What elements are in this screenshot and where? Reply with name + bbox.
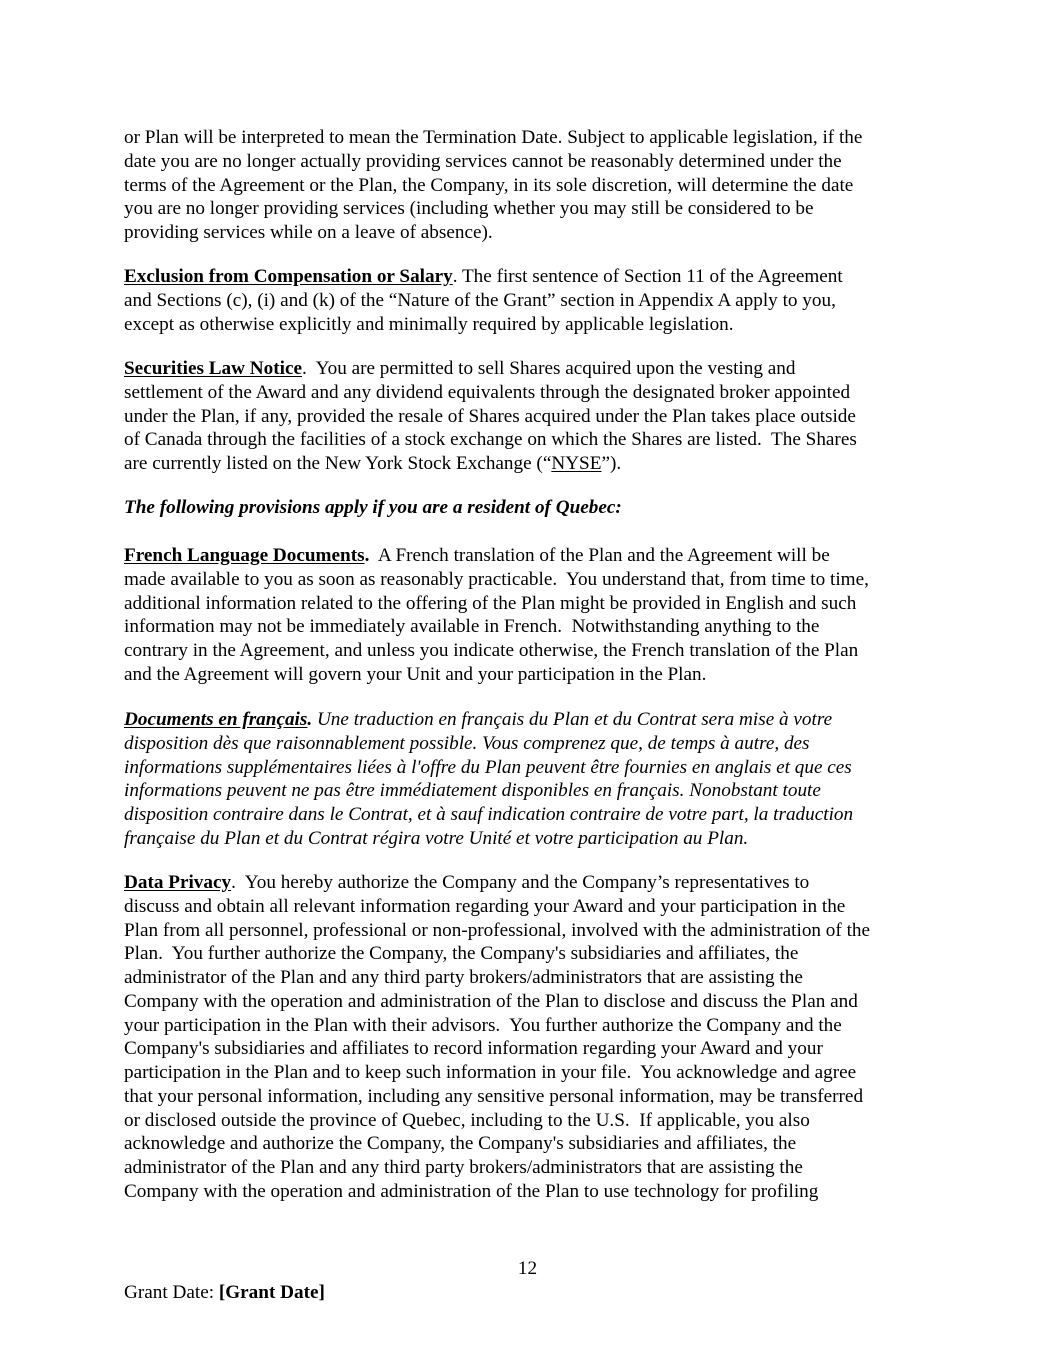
text-line: except as otherwise explicitly and minimally required by applicable legislation. [124, 313, 734, 335]
securities-paragraph [124, 357, 954, 476]
text-line: of Canada through the facilities of a stock exchange on which the Shares are listed. The Shares [124, 429, 857, 451]
text-line: Une traduction en français du Plan et du Contrat sera mise à votre [312, 709, 833, 730]
data-privacy-paragraph [124, 871, 954, 1204]
text-line: terms of the Agreement or the Plan, the Company, in its sole discretion, will determine the date [124, 174, 854, 196]
text-line: contrary in the Agreement, and unless you indicate otherwise, the French translation of the Plan [124, 640, 859, 661]
text-line: and the Agreement will govern your Unit and your participation in the Plan. [124, 663, 707, 685]
french-language-documents-paragraph [124, 544, 954, 687]
text-line: Company with the operation and administration of the Plan to use technology for profiling [124, 1180, 819, 1202]
text-line: date you are no longer actually providing services cannot be reasonably determined under the [124, 150, 842, 172]
text-line: providing services while on a leave of absence). [124, 222, 493, 243]
documents-en-francais-heading: Documents en français [124, 709, 308, 730]
text-line: or disclosed outside the province of Quebec, including to the U.S. If applicable, you also [124, 1109, 810, 1131]
text-line: under the Plan, if any, provided the resale of Shares acquired under the Plan takes place outside [124, 405, 856, 427]
securities-heading: Securities Law Notice [124, 358, 302, 379]
text-line: discuss and obtain all relevant information regarding your Award and your participation in the [124, 895, 846, 917]
data-privacy-heading: Data Privacy [124, 872, 232, 893]
grant-date-value: [Grant Date] [218, 1282, 325, 1303]
text-line: administrator of the Plan and any third party brokers/administrators that are assisting the [124, 1157, 803, 1178]
quebec-intro: The following provisions apply if you are a resident of Quebec: [124, 497, 622, 518]
text-line: informations peuvent ne pas être immédiatement disponibles en français. Nonobstant toute [124, 780, 821, 802]
text-line: Plan. You further authorize the Company, the Company's subsidiaries and affiliates, the [124, 943, 799, 965]
text-line: administrator of the Plan and any third party brokers/administrators that are assisting the [124, 967, 803, 988]
text-line: informations supplémentaires liées à l'offre du Plan peuvent être fournies en anglais et que ces [124, 756, 852, 778]
text-line: disposition dès que raisonnablement possible. Vous comprenez que, de temps à autre, des [124, 732, 810, 754]
page-number: 12 [517, 1258, 538, 1279]
text-line: . You are permitted to sell Shares acquired upon the vesting and [301, 358, 796, 379]
heading-period: . [364, 545, 370, 566]
french-language-documents-heading: French Language Documents [124, 545, 365, 566]
text-line: made available to you as soon as reasonably practicable. You understand that, from time to time, [124, 568, 869, 590]
text-line: . The first sentence of Section 11 of the Agreement [452, 266, 843, 287]
text-line: ”). [601, 453, 622, 474]
text-line: Company's subsidiaries and affiliates to record information regarding your Award and your [124, 1038, 823, 1060]
text-line: your participation in the Plan with their advisors. You further authorize the Company and the [124, 1014, 842, 1036]
grant-date-label: Grant Date: [124, 1282, 219, 1303]
exclusion-heading: Exclusion from Compensation or Salary [124, 266, 453, 287]
text-line: française du Plan et du Contrat régira votre Unité et votre participation au Plan. [124, 827, 749, 849]
text-line: additional information related to the offering of the Plan might be provided in English and such [124, 592, 857, 614]
text-line: and Sections (c), (i) and (k) of the “Nature of the Grant” section in Appendix A apply to you, [124, 289, 836, 311]
text-line: information may not be immediately available in French. Notwithstanding anything to the [124, 616, 820, 638]
documents-en-francais-paragraph [124, 708, 954, 851]
text-line: or Plan will be interpreted to mean the Termination Date. Subject to applicable legislation, if the [124, 127, 863, 148]
nyse-abbreviation: NYSE [551, 453, 602, 474]
text-line: A French translation of the Plan and the Agreement will be [369, 545, 830, 566]
text-line: . You hereby authorize the Company and the Company’s representatives to [231, 872, 810, 893]
intro-paragraph [124, 126, 954, 245]
text-line: are currently listed on the New York Stock Exchange (“ [124, 453, 552, 474]
text-line: Plan from all personnel, professional or non-professional, involved with the administration of the [124, 919, 871, 941]
text-line: you are no longer providing services (including whether you may still be considered to be [124, 198, 814, 220]
text-line: that your personal information, including any sensitive personal information, may be transferred [124, 1085, 864, 1107]
text-line: participation in the Plan and to keep such information in your file. You acknowledge and agree [124, 1062, 857, 1083]
heading-period: . [307, 709, 313, 730]
text-line: settlement of the Award and any dividend equivalents through the designated broker appointed [124, 381, 851, 403]
exclusion-paragraph [124, 265, 954, 336]
grant-date-footer [124, 1281, 325, 1305]
text-line: acknowledge and authorize the Company, the Company's subsidiaries and affiliates, the [124, 1133, 797, 1155]
text-line: disposition contraire dans le Contrat, et à sauf indication contraire de votre part, la traduction [124, 804, 854, 825]
text-line: Company with the operation and administration of the Plan to disclose and discuss the Plan and [124, 990, 858, 1012]
